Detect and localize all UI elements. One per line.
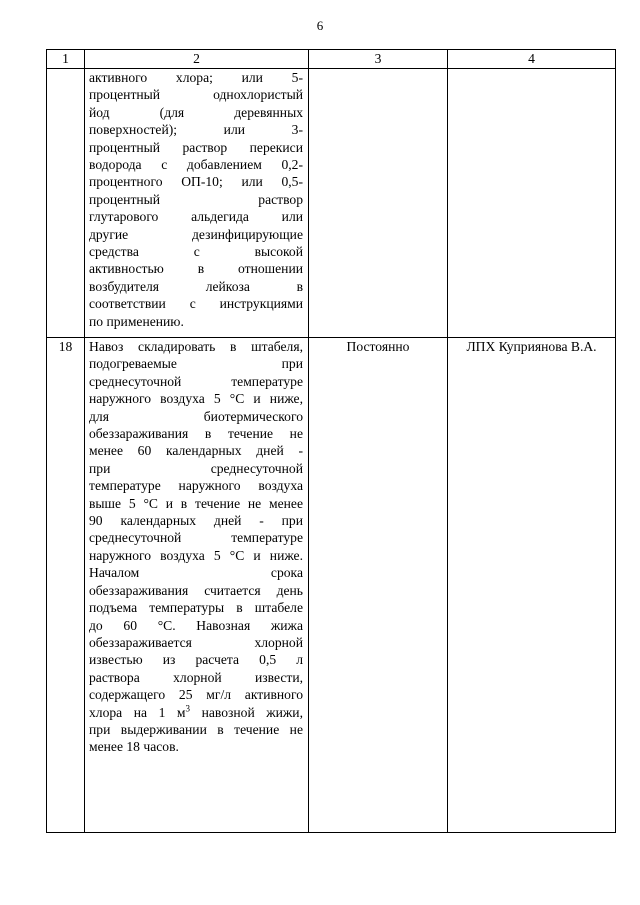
table-header-row (47, 50, 616, 69)
text-line: Навоз складировать в штабеля, (89, 339, 303, 354)
text-line: обеззараживается хлорной (89, 634, 303, 650)
measure-text (85, 338, 308, 756)
responsible-cell (448, 69, 616, 338)
text-line: менее 18 часов. (89, 739, 179, 755)
document-table (46, 49, 616, 833)
text-line: 90 календарных дней - при (89, 513, 303, 529)
line-tail: навозной жижи, (190, 704, 303, 720)
measure-cell (85, 338, 309, 833)
measure-cell (85, 69, 309, 338)
text-line: подъема температуры в штабеле (89, 600, 303, 616)
header-col-1: 1 (47, 50, 85, 69)
text-line: активностью в отношении (89, 261, 303, 277)
text-line: другие дезинфицирующие (89, 226, 303, 242)
text-line: процентного ОП-10; или 0,5- (89, 174, 303, 190)
text-line: процентный раствор перекиси (89, 139, 303, 155)
text-line: йод (для деревянных (89, 104, 303, 120)
text-line: известью из расчета 0,5 л (89, 652, 303, 668)
text-line: процентный однохлористый (89, 87, 303, 103)
page-number: 6 (316, 18, 324, 33)
text-line: среднесуточной температуре (89, 373, 303, 389)
measure-text (85, 69, 308, 330)
text-line: до 60 °С. Навозная жижа (89, 617, 303, 633)
table-row (47, 69, 616, 338)
text-line: обеззараживания считается день (89, 582, 303, 598)
text-line: наружного воздуха 5 °С и ниже, (89, 391, 303, 407)
text-line: содержащего 25 мг/л активного (89, 687, 303, 703)
row-number (47, 69, 85, 338)
text-line: процентный раствор (89, 191, 303, 207)
text-line: при выдерживании в течение не (89, 721, 303, 737)
text-line: глутарового альдегида или (89, 209, 303, 225)
text-line: при среднесуточной (89, 460, 303, 476)
text-line: по применению. (89, 313, 184, 329)
text-line: соответствии с инструкциями (89, 296, 303, 312)
text-line: обеззараживания в течение не (89, 426, 303, 442)
text-line: наружного воздуха 5 °С и ниже. (89, 547, 303, 563)
row-number: 18 (47, 338, 85, 833)
header-col-4: 4 (448, 50, 616, 69)
text-line: температуре наружного воздуха (89, 478, 303, 494)
text-line: среднесуточной температуре (89, 530, 303, 546)
text-line: хлора на 1 $м^3$ навозной жижи, (89, 703, 303, 720)
text-line: Началом срока (89, 565, 303, 581)
text-line: для биотермического (89, 408, 303, 424)
text-line: раствора хлорной извести, (89, 669, 303, 685)
text-line: поверхностей); или 3- (89, 122, 303, 138)
term-cell: Постоянно (309, 338, 448, 833)
term-cell (309, 69, 448, 338)
text-line: выше 5 °С и в течение не менее (89, 495, 303, 511)
text-line: подогреваемые при (89, 356, 303, 372)
text-line: менее 60 календарных дней - (89, 443, 303, 459)
text-line: возбудителя лейкоза в (89, 278, 303, 294)
header-col-2: 2 (85, 50, 309, 69)
table-row (47, 338, 616, 833)
responsible-cell: ЛПХ Куприянова В.А. (448, 338, 616, 833)
superscript: 3 (185, 703, 191, 713)
text-line: водорода с добавлением 0,2- (89, 157, 303, 173)
text-line: активного хлора; или 5- (89, 70, 303, 85)
text-line: средства с высокой (89, 244, 303, 260)
header-col-3: 3 (309, 50, 448, 69)
